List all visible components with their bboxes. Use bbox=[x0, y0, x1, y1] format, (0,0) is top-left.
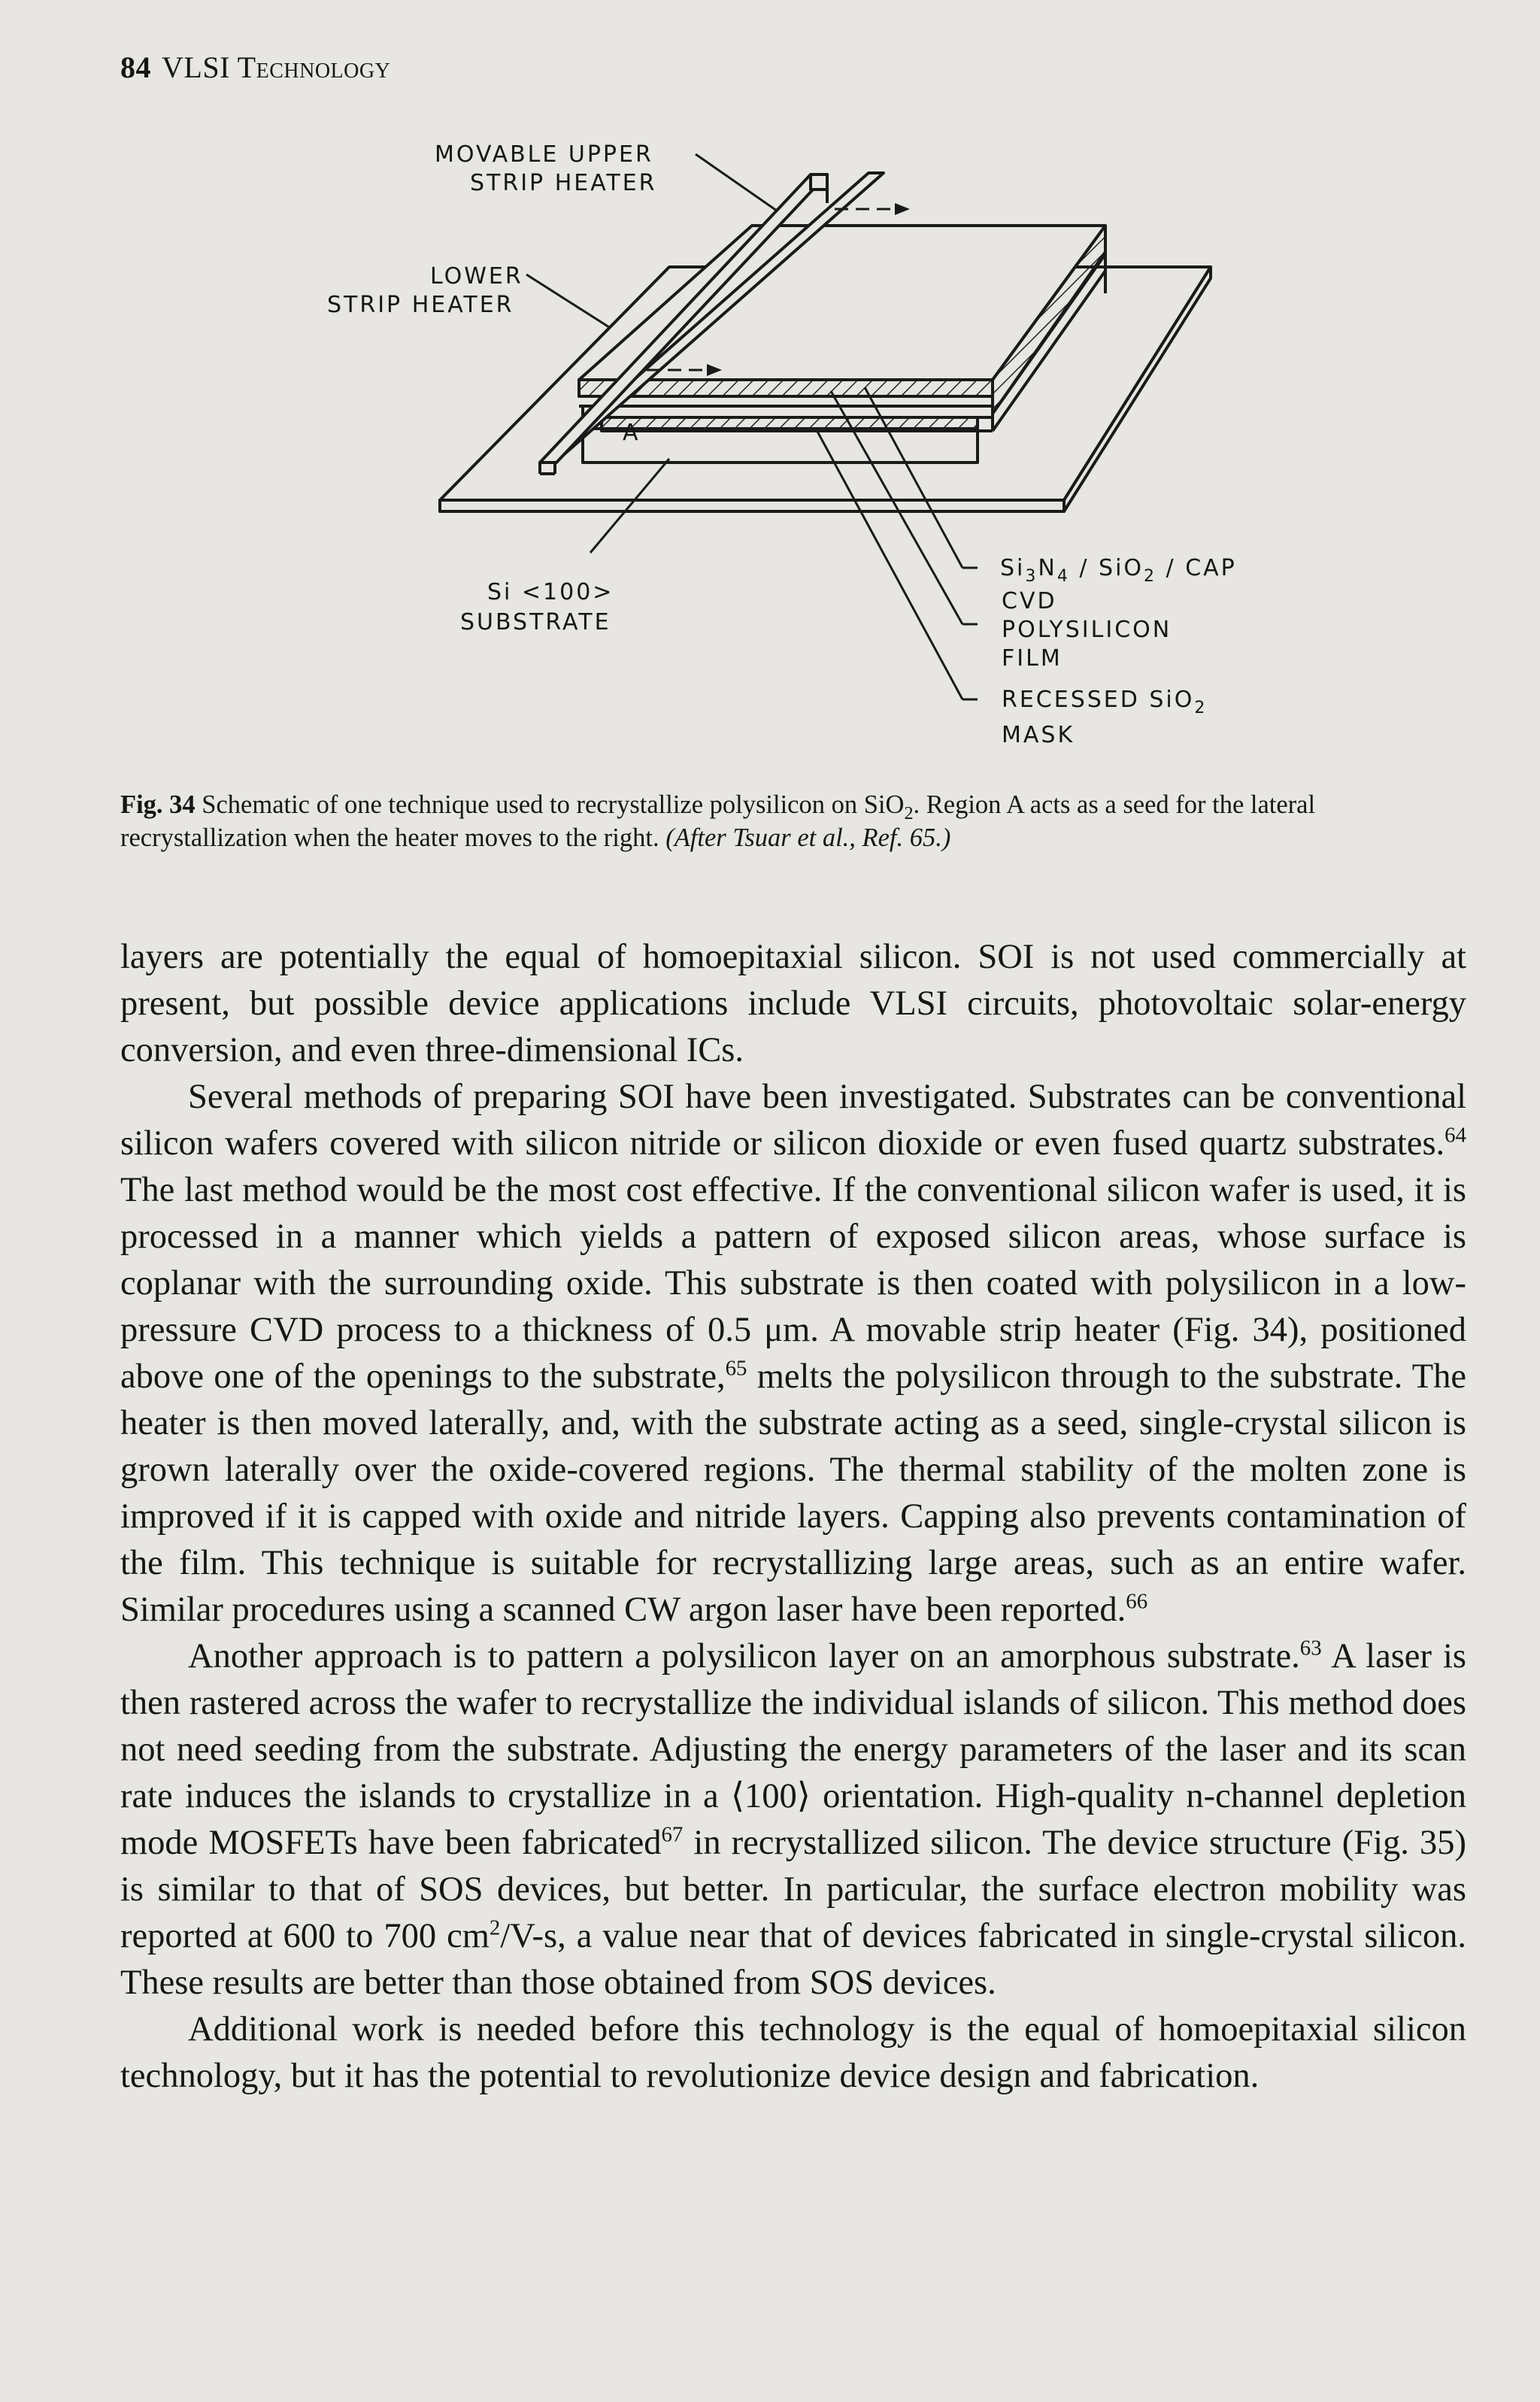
body-text bbox=[120, 934, 1466, 2100]
label-region-a: A bbox=[623, 420, 641, 446]
label-cap-post: / CAP bbox=[1157, 555, 1237, 581]
figure-caption bbox=[120, 788, 1474, 854]
page-number: 84 bbox=[120, 50, 151, 84]
label-mask-sub: 2 bbox=[1194, 699, 1208, 717]
label-cvd-1: CVD bbox=[1002, 588, 1057, 614]
running-head-title: VLSI Technology bbox=[162, 50, 391, 84]
caption-subscript: 2 bbox=[904, 802, 914, 823]
p2-text-b: The last method would be the most cost effective. If the conventional silicon wafer is used, it is processed in a manner which yields a pattern of exposed silicon areas, whose surface is coplanar with the surrounding oxide. This substrate is then coated with polysilicon in a low-pressure CVD process to a thickness of 0.5 μm. A movable strip heater (Fig. 34), positioned above one of the openings to the substrate, bbox=[120, 1171, 1466, 1396]
label-movable-upper-1: MOVABLE UPPER bbox=[435, 141, 653, 168]
label-cap-si: Si bbox=[1000, 555, 1026, 581]
caption-text-pre: Schematic of one technique used to recrystallize polysilicon on SiO bbox=[195, 790, 905, 819]
paragraph-2 bbox=[120, 1074, 1466, 1633]
label-cvd-2: POLYSILICON bbox=[1002, 617, 1172, 643]
label-cap-sub-3: 3 bbox=[1025, 567, 1038, 586]
reference-67: 67 bbox=[661, 1822, 684, 1847]
label-cap-sub-2: 2 bbox=[1144, 567, 1157, 586]
caption-attribution: (After Tsuar et al., Ref. 65.) bbox=[665, 823, 951, 852]
label-mask-1: RECESSED SiO bbox=[1002, 687, 1195, 713]
p3-text-c: in recrystallized silicon. The device structure (Fig. 35) is similar to that of SOS devices, but better. In particular, the surface electron mobility was reported at 600 to 700 cm bbox=[120, 1824, 1466, 1955]
p3-text-a: Another approach is to pattern a polysilicon layer on an amorphous substrate. bbox=[188, 1637, 1300, 1676]
reference-64: 64 bbox=[1445, 1123, 1466, 1148]
paragraph-3 bbox=[120, 1633, 1466, 2006]
p3-text-d: /V-s, a value near that of devices fabricated in single-crystal silicon. These results are better than those obtained from SOS devices. bbox=[120, 1917, 1467, 2002]
label-movable-upper-2: STRIP HEATER bbox=[470, 170, 657, 196]
p2-text-a: Several methods of preparing SOI have been investigated. Substrates can be conventional silicon wafers covered with silicon nitride or silicon dioxide or even fused quartz substrates. bbox=[120, 1078, 1466, 1163]
reference-65: 65 bbox=[725, 1356, 747, 1381]
upper-heater-overlay bbox=[0, 120, 1540, 767]
figure-label: Fig. 34 bbox=[120, 790, 196, 819]
reference-63: 63 bbox=[1299, 1636, 1322, 1660]
label-substrate-1: Si <100> bbox=[487, 579, 614, 605]
label-cap-sio: / SiO bbox=[1069, 555, 1144, 581]
label-cap-n: N bbox=[1038, 555, 1057, 581]
running-head bbox=[120, 50, 390, 85]
paragraph-1: layers are potentially the equal of homoepitaxial silicon. SOI is not used commercially at present, but possible device applications include VLSI circuits, photovoltaic solar-energy conversion, and even three-dimensional ICs. bbox=[120, 938, 1466, 1069]
p3-text-b: A laser is then rastered across the wafer to recrystallize the individual islands of silicon. This method does not need seeding from the substrate. Adjusting the energy parameters of the laser and its scan rate induces the islands to crystallize in a ⟨100⟩ orientation. High-quality n-channel depletion mode MOSFETs have been fabricated bbox=[120, 1637, 1466, 1862]
label-cap-sub-4: 4 bbox=[1056, 567, 1070, 586]
paragraph-4: Additional work is needed before this technology is the equal of homoepitaxial silicon technology, but it has the potential to revolutionize device design and fabrication. bbox=[120, 2010, 1466, 2095]
label-substrate-2: SUBSTRATE bbox=[460, 609, 611, 635]
label-cvd-3: FILM bbox=[1002, 645, 1063, 672]
caption-text-post: . Region A acts as a seed for the lateral recrystallization when the heater moves to the right. bbox=[120, 790, 1316, 852]
label-lower-2: STRIP HEATER bbox=[327, 292, 514, 318]
p2-text-c: melts the polysilicon through to the substrate. The heater is then moved laterally, and, with the substrate acting as a seed, single-crystal silicon is grown laterally over the oxide-covered regions. The thermal stability of the molten zone is improved if it is capped with oxide and nitride layers. Capping also prevents contamination of the film. This technique is suitable for recrystallizing large areas, such as an entire wafer. Similar procedures using a scanned CW argon laser have been reported. bbox=[120, 1357, 1467, 1629]
reference-66: 66 bbox=[1126, 1589, 1148, 1614]
label-lower-1: LOWER bbox=[430, 263, 523, 290]
unit-exponent: 2 bbox=[489, 1915, 501, 1940]
label-mask-2: MASK bbox=[1002, 722, 1075, 748]
